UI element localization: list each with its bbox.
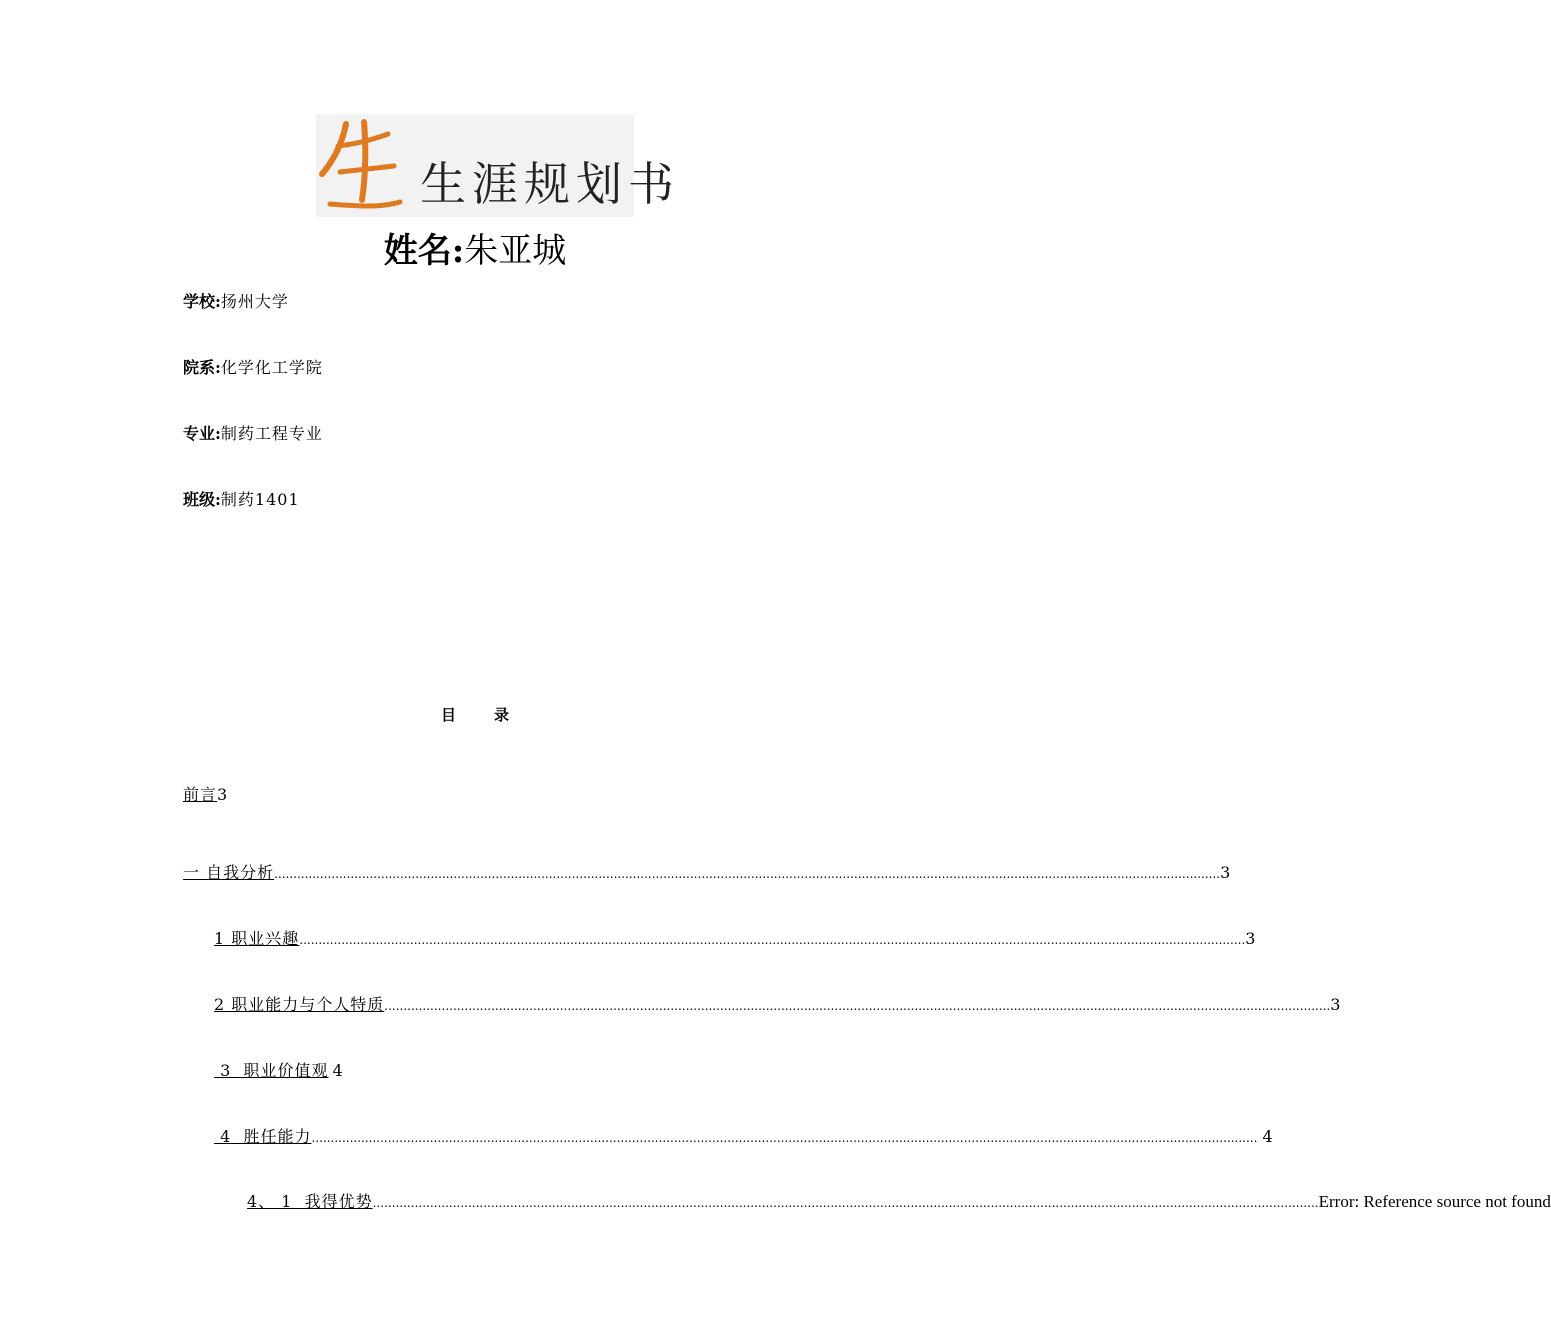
info-class-value: 制药1401 (220, 490, 300, 509)
toc-link[interactable]: 一 自我分析 (183, 863, 275, 882)
toc-leader-dots (373, 1191, 1319, 1215)
banner-calligraphy (316, 114, 680, 217)
toc-heading (0, 704, 950, 725)
title-banner-image (316, 114, 680, 217)
toc-page-number: 3 (1245, 929, 1256, 948)
toc-page-number: 3 (1330, 995, 1341, 1014)
info-department-label: 院系: (183, 358, 221, 377)
toc-leader-dots (384, 994, 1330, 1018)
toc-link[interactable]: 前言 (183, 785, 218, 804)
toc-entry-career-interest[interactable] (214, 927, 1256, 952)
info-department-value: 化学化工学院 (220, 358, 323, 377)
toc-leader-dots (274, 862, 1220, 886)
banner-title-text: 生涯规划书 (420, 157, 680, 211)
toc-page-number: 3 (1220, 863, 1231, 882)
info-class (183, 488, 300, 512)
toc-entry-competence[interactable] (214, 1125, 1273, 1150)
toc-leader-dots (311, 1126, 1257, 1150)
info-school-value: 扬州大学 (220, 292, 289, 311)
toc-heading-char-1: 目 (440, 706, 456, 724)
toc-link[interactable]: 4、 1 我得优势 (247, 1192, 373, 1211)
name-label: 姓名: (383, 231, 465, 271)
toc-entry-career-values[interactable] (214, 1059, 343, 1083)
info-major-label: 专业: (183, 424, 221, 443)
info-school (183, 290, 289, 314)
student-name-line (0, 228, 950, 274)
toc-page-number: 4 (332, 1061, 343, 1080)
info-major-value: 制药工程专业 (220, 424, 323, 443)
toc-link[interactable]: 1 职业兴趣 (214, 929, 300, 948)
toc-page-number: 4 (1257, 1127, 1273, 1146)
toc-leader-dots (299, 928, 1245, 952)
toc-page-number: 3 (217, 785, 228, 804)
toc-heading-char-2: 录 (494, 706, 510, 724)
toc-link[interactable]: 2 职业能力与个人特质 (214, 995, 385, 1014)
name-value: 朱亚城 (464, 231, 567, 271)
info-class-label: 班级: (183, 490, 221, 509)
toc-link[interactable]: 4 胜任能力 (214, 1127, 312, 1146)
info-major (183, 422, 323, 446)
toc-entry-self-analysis[interactable] (183, 861, 1231, 886)
toc-link[interactable]: 3 职业价值观 (214, 1061, 329, 1080)
toc-error-reference: Error: Reference source not found (1318, 1192, 1551, 1211)
toc-entry-advantages[interactable] (247, 1190, 1551, 1215)
info-school-label: 学校: (183, 292, 221, 311)
calligraphy-sheng-mark (322, 122, 400, 206)
info-department (183, 356, 323, 380)
toc-entry-preface[interactable] (183, 783, 227, 807)
toc-entry-career-ability[interactable] (214, 993, 1341, 1018)
